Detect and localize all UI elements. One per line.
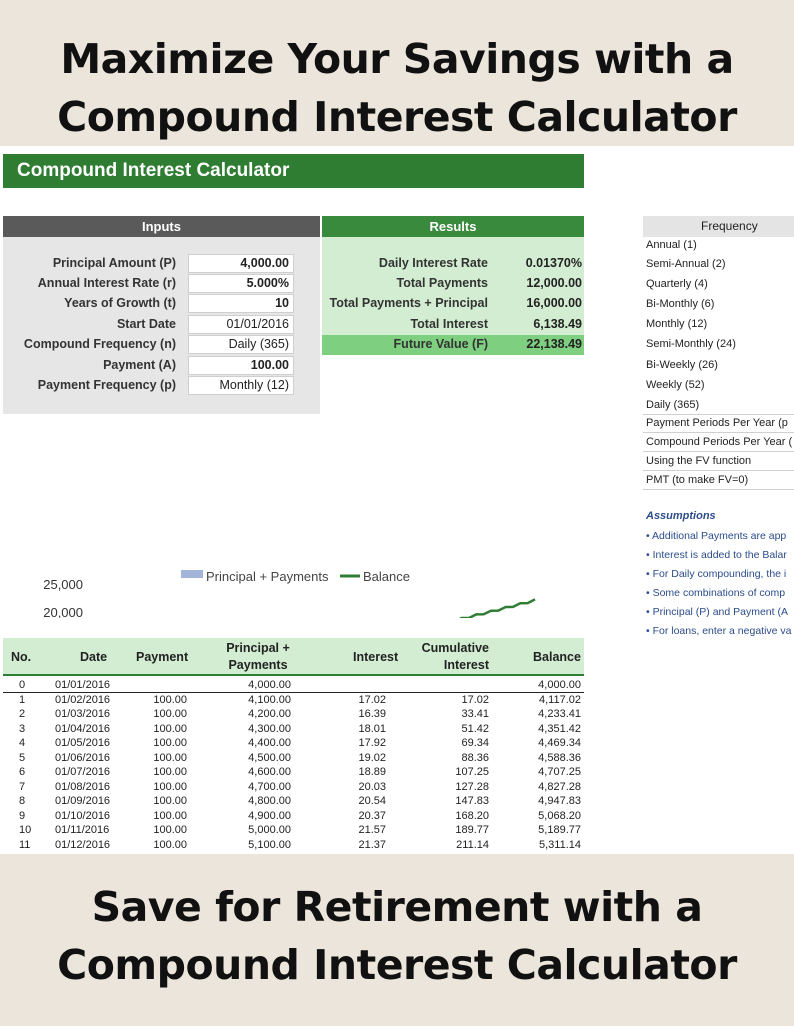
row-interest: 21.57 [358,824,386,836]
row-date: 01/10/2016 [55,809,111,822]
row-number: 3 [19,722,26,735]
table-row [3,809,584,824]
row-principal-payments: 4,700.00 [248,780,291,793]
th-interest: Interest [353,650,399,664]
frequency-divider [643,489,794,490]
row-cumulative-interest: 107.25 [455,766,489,778]
row-cumulative-interest: 88.36 [461,751,489,764]
th-no: No. [11,650,32,664]
row-number: 6 [19,766,26,778]
row-payment: 100.00 [153,795,187,807]
result-label: Daily Interest Rate [378,256,488,270]
row-interest: 20.54 [358,795,386,807]
frequency-item: Annual (1) [646,239,697,251]
row-cumulative-interest: 189.77 [455,824,489,836]
row-principal-payments: 5,000.00 [248,824,291,836]
assumption-item: • For Daily compounding, the i [646,568,787,580]
schedule-table-header [3,638,584,676]
legend-label-balance: Balance [363,569,410,584]
row-balance: 5,068.20 [538,809,581,822]
row-cumulative-interest: 127.28 [455,780,489,793]
th-payment: Payment [136,650,189,664]
row-date: 01/02/2016 [55,693,111,706]
th-principal-payments-line-2: Payments [228,658,288,672]
row-date: 01/05/2016 [55,737,111,749]
frequency-item: Bi-Monthly (6) [646,298,715,310]
frequency-item: PMT (to make FV=0) [646,474,749,486]
row-interest: 17.02 [358,693,386,706]
th-principal-payments-line-1: Principal + [226,641,290,655]
row-payment: 100.00 [153,824,187,836]
row-payment: 100.00 [153,708,187,720]
row-interest: 17.92 [358,737,386,749]
row-interest: 18.01 [358,722,386,735]
frequency-item: Compound Periods Per Year ( [646,436,793,448]
legend-swatch-principal [181,570,203,578]
legend-label-principal: Principal + Payments [206,569,329,584]
row-cumulative-interest: 168.20 [455,809,489,822]
th-cumulative-line-2: Interest [443,658,489,672]
frequency-item: Payment Periods Per Year (p [646,417,788,429]
row-date: 01/06/2016 [55,751,111,764]
row-principal-payments: 4,100.00 [248,693,291,706]
row-principal-payments: 4,500.00 [248,751,291,764]
input-field[interactable]: 5.000% [188,274,294,293]
growth-chart-svg [20,418,560,618]
row-date: 01/12/2016 [55,838,111,851]
row-balance: 4,351.42 [538,722,581,735]
input-label: Principal Amount (P) [52,256,176,270]
row-balance: 5,189.77 [538,824,581,836]
frequency-item: Monthly (12) [646,318,708,330]
result-value: 12,000.00 [526,276,582,290]
result-label: Total Interest [410,317,488,331]
row-interest: 19.02 [358,751,386,764]
row-interest: 21.37 [358,838,386,851]
input-label: Payment Frequency (p) [37,378,176,392]
table-row [3,794,584,809]
row-payment: 100.00 [153,766,187,778]
headline-top-line-2: Compound Interest Calculator [57,93,737,141]
row-interest: 20.37 [358,809,386,822]
table-row [3,736,584,751]
row-payment: 100.00 [153,751,187,764]
headline-top [0,30,794,146]
row-balance: 4,588.36 [538,751,581,764]
row-payment: 100.00 [153,838,187,851]
y-tick-label: 20,000 [43,605,83,618]
th-cumulative-interest [413,640,489,674]
results-header: Results [322,216,584,237]
input-label: Payment (A) [103,358,176,372]
row-number: 1 [19,693,26,706]
inputs-header: Inputs [3,216,320,237]
growth-chart [20,418,560,618]
row-interest: 16.39 [358,708,386,720]
result-label: Future Value (F) [393,337,488,351]
assumptions-title: Assumptions [646,510,716,522]
result-value: 16,000.00 [526,296,582,310]
row-balance: 4,000.00 [538,679,581,691]
row-payment: 100.00 [153,780,187,793]
input-field[interactable]: 10 [188,294,294,313]
row-balance: 5,311.14 [538,838,581,851]
frequency-item: Weekly (52) [646,379,705,391]
row-payment: 100.00 [153,809,187,822]
input-label: Compound Frequency (n) [23,337,176,351]
th-cumulative-line-1: Cumulative [421,641,489,655]
frequency-divider [643,451,794,452]
row-cumulative-interest: 147.83 [455,795,489,807]
row-number: 4 [19,737,26,749]
row-number: 8 [19,795,26,807]
assumption-item: • Additional Payments are app [646,530,787,542]
frequency-divider [643,470,794,471]
row-number: 7 [19,780,26,793]
table-row [3,693,584,708]
row-number: 0 [19,679,26,691]
table-row [3,707,584,722]
row-principal-payments: 4,300.00 [248,722,291,735]
headline-top-line-1: Maximize Your Savings with a [60,35,734,83]
row-principal-payments: 4,400.00 [248,737,291,749]
headline-bottom-line-2: Compound Interest Calculator [57,941,737,989]
row-number: 5 [19,751,26,764]
row-date: 01/07/2016 [55,766,111,778]
table-row [3,751,584,766]
row-balance: 4,233.41 [538,708,581,720]
row-date: 01/04/2016 [55,722,111,735]
result-label: Total Payments [396,276,488,290]
row-principal-payments: 5,100.00 [248,838,291,851]
row-date: 01/09/2016 [55,795,111,807]
input-field[interactable]: Daily (365) [188,335,294,354]
input-field[interactable]: 4,000.00 [188,254,294,273]
row-principal-payments: 4,000.00 [248,679,291,691]
row-balance: 4,469.34 [538,737,581,749]
input-label: Start Date [116,317,176,331]
assumption-item: • Some combinations of comp [646,587,786,599]
input-label: Annual Interest Rate (r) [37,276,176,290]
frequency-item: Daily (365) [646,399,700,411]
frequency-item: Semi-Monthly (24) [646,338,736,350]
row-number: 10 [19,824,32,836]
assumption-item: • Principal (P) and Payment (A [646,606,788,618]
row-interest: 20.03 [358,780,386,793]
table-row [3,838,584,853]
frequency-divider [643,432,794,433]
result-label: Total Payments + Principal [329,296,488,310]
row-balance: 4,707.25 [538,766,581,778]
row-cumulative-interest: 69.34 [461,737,489,749]
row-cumulative-interest: 51.42 [461,722,489,735]
row-principal-payments: 4,900.00 [248,809,291,822]
result-value: 6,138.49 [533,317,582,331]
row-cumulative-interest: 17.02 [461,693,489,706]
row-cumulative-interest: 33.41 [461,708,489,720]
y-tick-label: 25,000 [43,577,83,592]
row-principal-payments: 4,200.00 [248,708,291,720]
row-number: 9 [19,809,26,822]
sheet-title: Compound Interest Calculator [3,154,584,188]
table-row [3,765,584,780]
result-value: 22,138.49 [526,337,582,351]
row-date: 01/11/2016 [55,824,110,836]
input-field[interactable]: 100.00 [188,356,294,375]
table-row [3,678,584,693]
row-principal-payments: 4,600.00 [248,766,291,778]
input-label: Years of Growth (t) [64,296,176,310]
frequency-item: Bi-Weekly (26) [646,359,718,371]
frequency-item: Using the FV function [646,455,752,467]
table-row [3,780,584,795]
input-field[interactable]: 01/01/2016 [188,315,294,334]
row-payment: 100.00 [153,737,187,749]
spreadsheet [0,146,794,854]
row-cumulative-interest: 211.14 [456,838,489,851]
row-balance: 4,117.02 [538,693,581,706]
input-field[interactable]: Monthly (12) [188,376,294,395]
th-principal-payments [213,640,303,674]
th-balance: Balance [533,650,581,664]
result-value: 0.01370% [525,256,582,270]
row-number: 11 [19,838,31,851]
row-principal-payments: 4,800.00 [248,795,291,807]
row-balance: 4,827.28 [538,780,581,793]
row-interest: 18.89 [358,766,386,778]
row-number: 2 [19,708,26,720]
frequency-header: Frequency [643,216,794,237]
row-date: 01/08/2016 [55,780,111,793]
balance-line [95,599,535,618]
assumption-item: • Interest is added to the Balar [646,549,787,561]
row-date: 01/03/2016 [55,708,111,720]
assumption-item: • For loans, enter a negative va [646,625,792,637]
row-payment: 100.00 [153,722,187,735]
row-date: 01/01/2016 [55,679,111,691]
row-balance: 4,947.83 [538,795,581,807]
th-date: Date [80,650,108,664]
headline-bottom [0,878,794,994]
headline-bottom-line-1: Save for Retirement with a [91,883,703,931]
frequency-item: Quarterly (4) [646,278,708,290]
frequency-item: Semi-Annual (2) [646,258,726,270]
row-payment: 100.00 [153,693,187,706]
table-row [3,722,584,737]
table-row [3,823,584,838]
